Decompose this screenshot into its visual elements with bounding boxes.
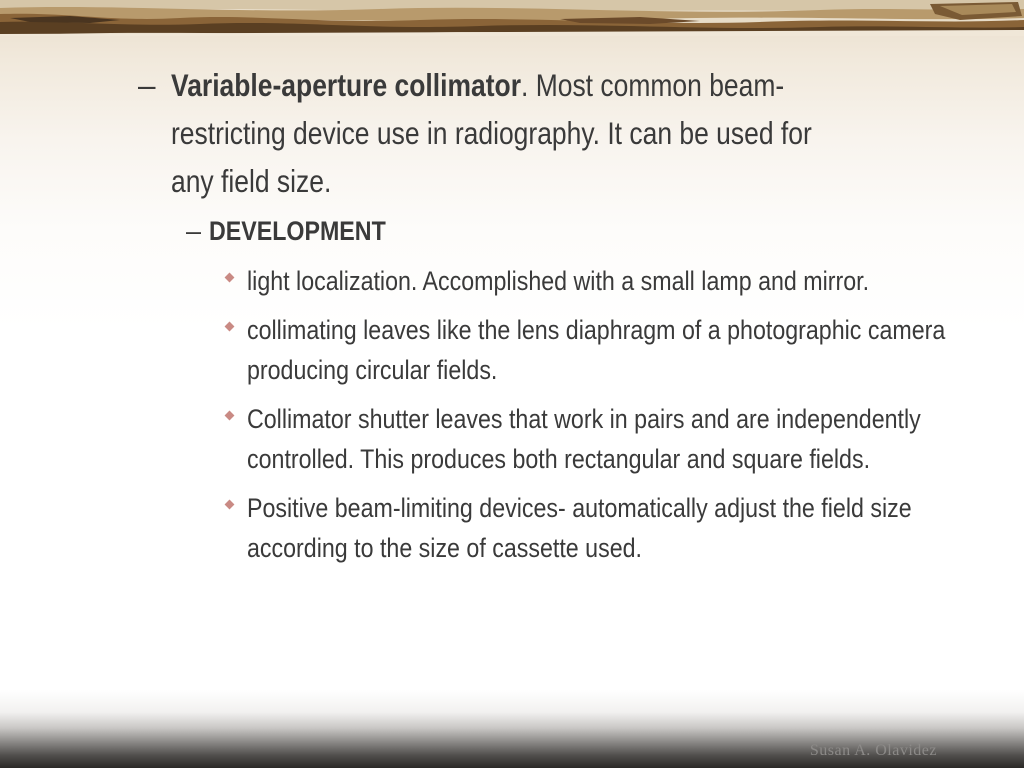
diamond-bullet-icon <box>225 273 235 283</box>
list-item <box>224 261 1014 301</box>
level1-term: Variable-aperture collimator <box>171 67 521 103</box>
footer-author: Susan A. Olavidez <box>809 742 937 759</box>
list-item-text: Positive beam-limiting devices- automatically adjust the field size according to the size of cassette used. <box>247 493 912 563</box>
diamond-bullet-icon <box>225 500 235 510</box>
level2-dash-marker: – <box>186 216 202 246</box>
diamond-bullet-icon <box>225 411 235 421</box>
list-item-text: Collimator shutter leaves that work in pairs and are independently controlled. This produces both rectangular and square fields. <box>247 404 921 474</box>
list-item <box>224 399 1014 479</box>
development-bullet-list <box>224 261 1014 577</box>
level1-text: . Most common beam-restricting device use in radiography. It can be used for any field size. <box>171 67 812 199</box>
list-item <box>224 488 1014 568</box>
development-heading: DEVELOPMENT <box>209 216 386 246</box>
list-item <box>224 310 1014 390</box>
level1-dash-marker: – <box>138 67 156 103</box>
list-item-text: collimating leaves like the lens diaphragm of a photographic camera producing circular fields. <box>247 315 946 385</box>
list-item-text: light localization. Accomplished with a small lamp and mirror. <box>247 266 870 296</box>
diamond-bullet-icon <box>225 322 235 332</box>
level1-paragraph <box>171 61 826 205</box>
